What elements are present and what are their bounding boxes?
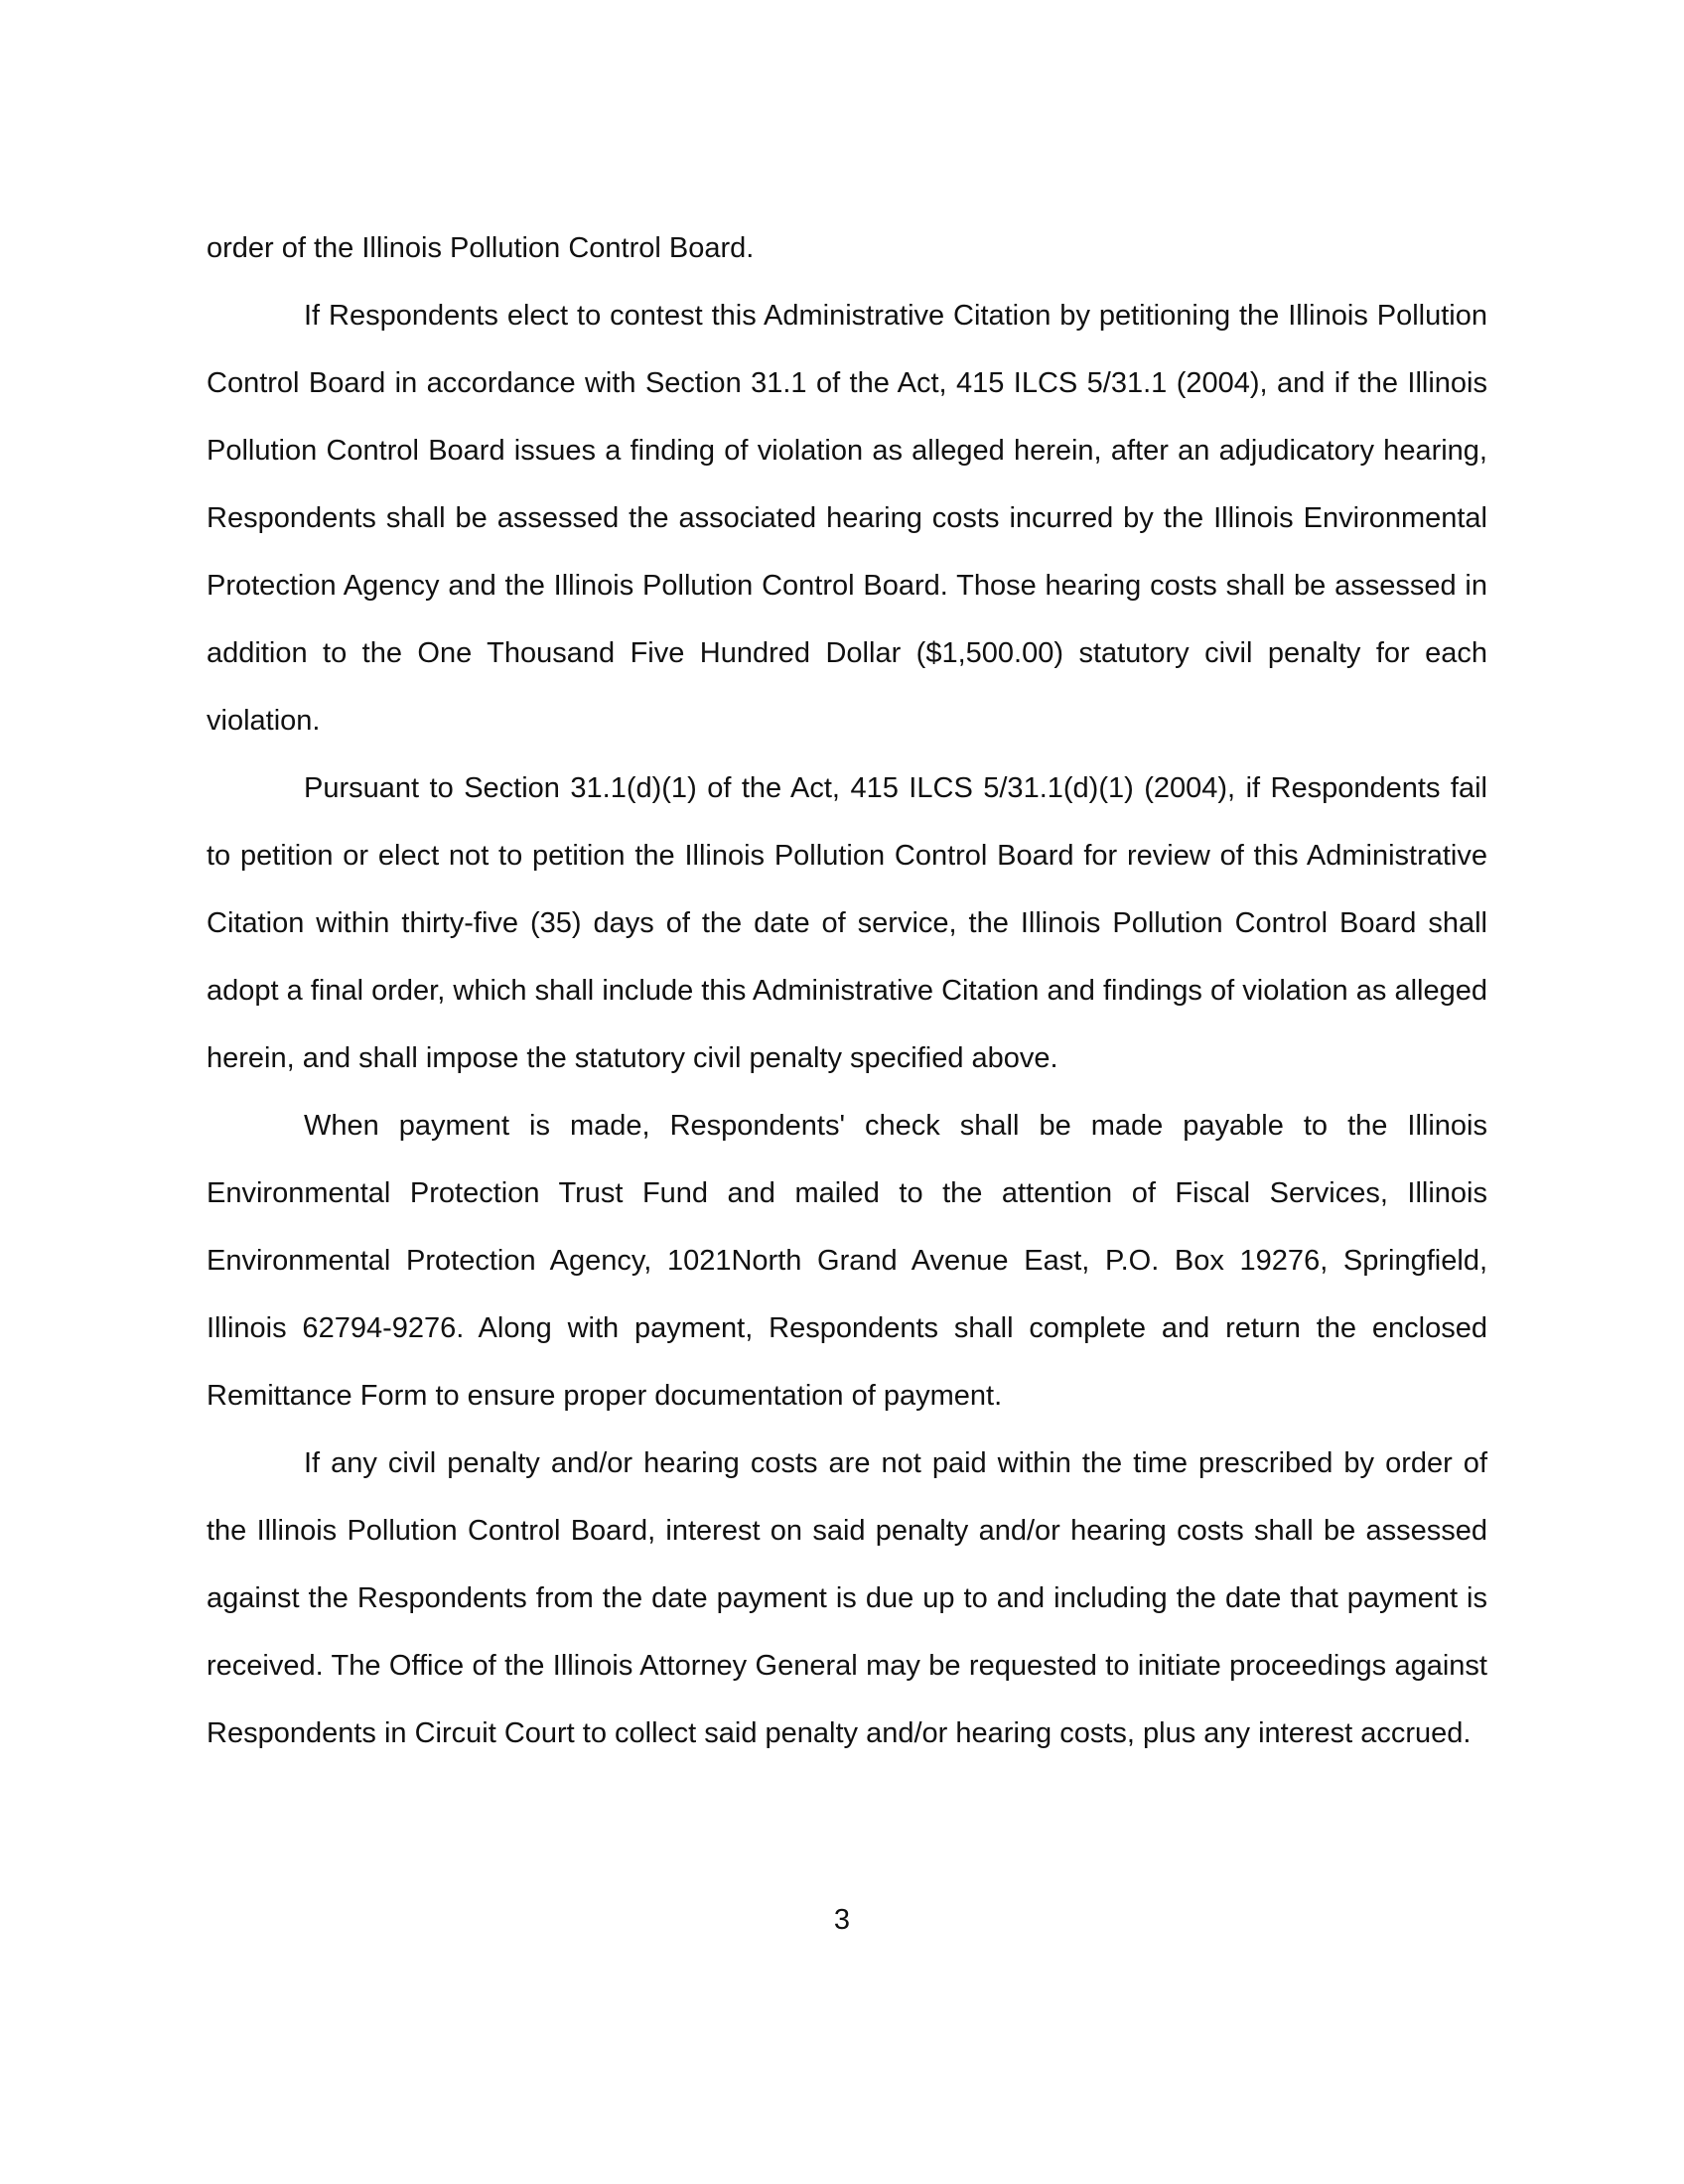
body-text bbox=[207, 214, 1487, 1767]
paragraph-contest-citation: If Respondents elect to contest this Administrative Citation by petitioning the Illinois Pollution Control Board in accordance with Section 31.1 of the Act, 415 ILCS 5/31.1 (2004), and if the Illinois Pollution Control Board issues a finding of violation as alleged herein, after an adjudicatory hearing, Respondents shall be assessed the associated hearing costs incurred by the Illinois Environmental Protection Agency and the Illinois Pollution Control Board. Those hearing costs shall be assessed in addition to the One Thousand Five Hundred Dollar ($1,500.00) statutory civil penalty for each violation. bbox=[207, 300, 1487, 737]
paragraph-payment-instructions: When payment is made, Respondents' check shall be made payable to the Illinois Environmental Protection Trust Fund and mailed to the attention of Fiscal Services, Illinois Environmental Protection Agency, 1021North Grand Avenue East, P.O. Box 19276, Springfield, Illinois 62794-9276. Along with payment, Respondents shall complete and return the enclosed Remittance Form to ensure proper documentation of payment. bbox=[207, 1110, 1487, 1412]
page-number: 3 bbox=[833, 1904, 851, 1936]
paragraph-final-order: Pursuant to Section 31.1(d)(1) of the Act, 415 ILCS 5/31.1(d)(1) (2004), if Respondents fail to petition or elect not to petition the Illinois Pollution Control Board for review of this Administrative Citation within thirty-five (35) days of the date of service, the Illinois Pollution Control Board shall adopt a final order, which shall include this Administrative Citation and findings of violation as alleged herein, and shall impose the statutory civil penalty specified above. bbox=[207, 772, 1487, 1074]
paragraph-interest: If any civil penalty and/or hearing costs are not paid within the time prescribed by order of the Illinois Pollution Control Board, interest on said penalty and/or hearing costs shall be assessed against the Respondents from the date payment is due up to and including the date that payment is received. The Office of the Illinois Attorney General may be requested to initiate proceedings against Respondents in Circuit Court to collect said penalty and/or hearing costs, plus any interest accrued. bbox=[207, 1447, 1487, 1749]
paragraph-continuation: order of the Illinois Pollution Control Board. bbox=[207, 232, 755, 264]
